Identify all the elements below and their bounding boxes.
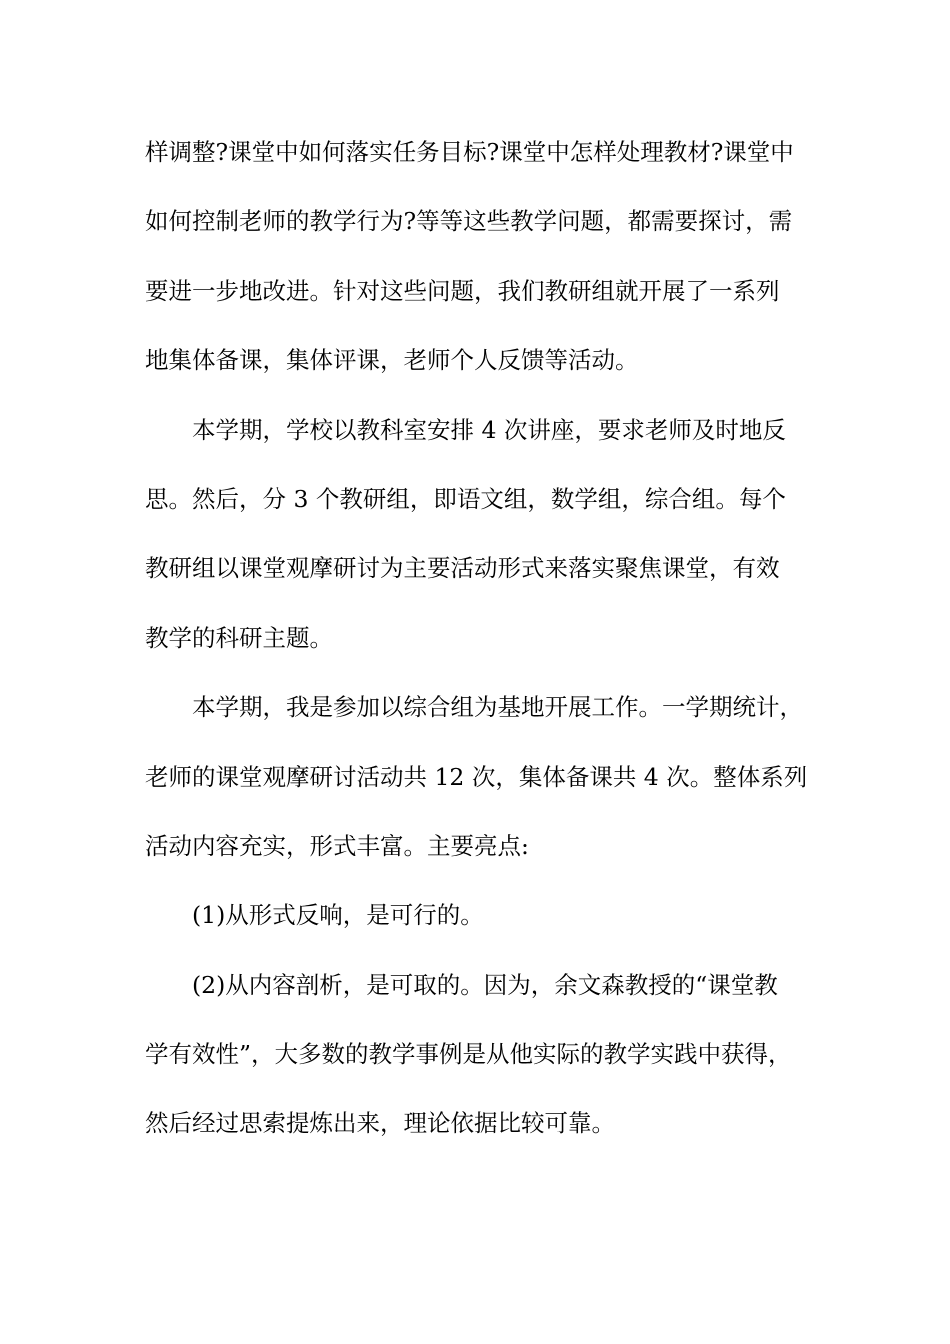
list-item-1: (1)从形式反响，是可行的。 — [192, 901, 484, 930]
document-body — [145, 126, 810, 1167]
paragraph-start-line: 本学期，学校以教科室安排 4 次讲座，要求老师及时地反 — [192, 415, 786, 444]
text-line: 教学的科研主题。 — [145, 623, 333, 652]
text-line: 老师的课堂观摩研讨活动共 12 次，集体备课共 4 次。整体系列 — [145, 762, 808, 791]
text-line: 要进一步地改进。针对这些问题，我们教研组就开展了一系列 — [145, 276, 780, 305]
text-line: 活动内容充实，形式丰富。主要亮点: — [145, 831, 529, 860]
text-line: 样调整?课堂中如何落实任务目标?课堂中怎样处理教材?课堂中 — [145, 138, 794, 166]
text-line: 思。然后，分 3 个教研组，即语文组，数学组，综合组。每个 — [145, 484, 786, 513]
paragraph-start-line: 本学期，我是参加以综合组为基地开展工作。一学期统计， — [192, 693, 803, 722]
text-line: 学有效性”，大多数的教学事例是从他实际的教学实践中获得， — [145, 1040, 792, 1069]
list-item-2: (2)从内容剖析，是可取的。因为，余文森教授的“课堂教 — [192, 970, 778, 999]
text-line: 地集体备课，集体评课，老师个人反馈等活动。 — [145, 346, 639, 375]
text-line: 如何控制老师的教学行为?等等这些教学问题，都需要探讨，需 — [145, 207, 793, 236]
text-line: 然后经过思索提炼出来，理论依据比较可靠。 — [145, 1109, 615, 1138]
text-line: 教研组以课堂观摩研讨为主要活动形式来落实聚焦课堂，有效 — [145, 554, 780, 583]
